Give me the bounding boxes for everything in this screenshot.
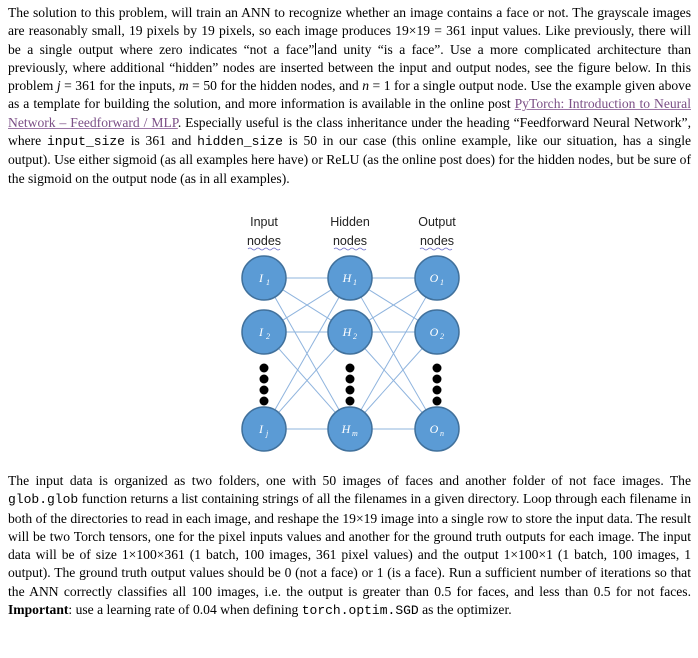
intro-text: = 1 for a single output node. Use the example given above as a template for building the solution, and more information is available in the online post — [8, 78, 691, 112]
spellcheck-underline — [248, 248, 280, 250]
output-header-line2: nodes — [419, 234, 455, 248]
hidden-node-m — [328, 407, 372, 451]
node-letter: H — [342, 325, 352, 339]
input-header-line2: nodes — [246, 234, 282, 248]
input-node-j — [242, 407, 286, 451]
node-letter: I — [259, 325, 263, 339]
code-hidden-size: hidden_size — [197, 134, 283, 150]
node-subscript: 1 — [266, 278, 270, 287]
input-node-2 — [242, 310, 286, 354]
code-glob: glob.glob — [8, 492, 79, 508]
node-letter: O — [429, 271, 439, 285]
node-letter: I — [259, 422, 263, 436]
output-nodes — [415, 256, 459, 451]
intro-text: is 50 in our case (this online example, like our situation, has a single output). Use either sigmoid (as all examples here have) or ReLU (as the online post does) for the hidden nodes, but be sure of the sigmoid on the output node (as in all examples). — [8, 133, 692, 186]
input-nodes — [242, 256, 286, 451]
column-headers — [247, 215, 456, 250]
hidden-node-2 — [328, 310, 372, 354]
intro-text: and unity “is a face”. Use a more complicated architecture than previously, where additional “hidden” nodes are inserted between the input and output nodes, see the figure below. In this problem — [8, 41, 691, 94]
data-text: : use a learning rate of 0.04 when defining — [68, 602, 302, 618]
hidden-node-1 — [328, 256, 372, 300]
input-header-line1: Input — [250, 215, 278, 229]
node-subscript: 2 — [266, 332, 270, 341]
pytorch-post-link[interactable]: PyTorch: Introduction to Neural Network – Feedforward / MLP — [8, 96, 691, 130]
input-node-1 — [242, 256, 286, 300]
hidden-nodes — [328, 256, 372, 451]
spellcheck-underline — [334, 248, 366, 250]
data-text: The input data is organized as two folders, one with 50 images of faces and another folder of not face images. The — [8, 473, 691, 488]
data-paragraph — [8, 472, 691, 620]
var-j: j — [56, 78, 61, 94]
intro-paragraph — [8, 4, 691, 188]
data-text: function returns a list containing strings of all the filenames in a given directory. Loop through each filename in both of the directories to read in each image, and reshape the 19×19 image into a single row to store the input data. The result will be two Torch tensors, one for the pixel inputs values and another for the ground truth outputs for each image. The input data will be of size 1×100×361 (1 batch, 100 images, 361 pixel values) and the output 1×100×1 (1 batch, 100 images, 1 output). The ground truth output values should be 0 (not a face) or 1 (is a face). Run a sufficient number of iterations so that the ANN correctly classifies all 100 images, i.e. the output is greater than 0.5 for faces, and less than 0.5 for not faces. — [8, 491, 691, 599]
intro-text: . Especially useful is the class inheritance under the heading “Feedforward Neural Network”, where — [8, 114, 691, 149]
node-letter: O — [429, 325, 439, 339]
var-n: n — [362, 78, 370, 94]
node-letter: I — [259, 271, 263, 285]
ellipsis-dots — [260, 364, 442, 406]
output-node-1 — [415, 256, 459, 300]
node-letter: O — [429, 422, 439, 436]
intro-text: The solution to this problem, will train an ANN to recognize whether an image contains a face or not. The grayscale images are reasonably small, 19 pixels by 19 pixels, so each image produces 19×19 = 361 input values. Like previously, there will be a single output where zero indicates “not a face” — [8, 5, 691, 57]
node-subscript: m — [352, 429, 358, 438]
node-subscript: 2 — [440, 332, 444, 341]
code-input-size: input_size — [46, 134, 125, 150]
output-node-2 — [415, 310, 459, 354]
spellcheck-underline — [420, 248, 452, 250]
node-subscript: 1 — [440, 278, 444, 287]
code-optim-sgd: torch.optim.SGD — [301, 603, 419, 619]
node-letter: H — [342, 271, 352, 285]
output-node-n — [415, 407, 459, 451]
node-subscript: j — [266, 429, 269, 438]
intro-text: is 361 and — [124, 133, 198, 149]
var-m: m — [178, 78, 189, 94]
important-label: Important — [8, 602, 69, 618]
hidden-header-line2: nodes — [332, 234, 368, 248]
data-text: as the optimizer. — [418, 602, 512, 618]
hidden-header-line1: Hidden — [330, 215, 370, 229]
node-subscript: n — [440, 429, 444, 438]
neural-network-figure — [230, 212, 470, 460]
node-subscript: 2 — [353, 332, 357, 341]
intro-text: = 50 for the hidden nodes, and — [188, 78, 363, 94]
node-subscript: 1 — [353, 278, 357, 287]
intro-text: = 361 for the inputs, — [60, 78, 179, 94]
node-letter: H — [341, 422, 351, 436]
output-header-line1: Output — [418, 215, 456, 229]
